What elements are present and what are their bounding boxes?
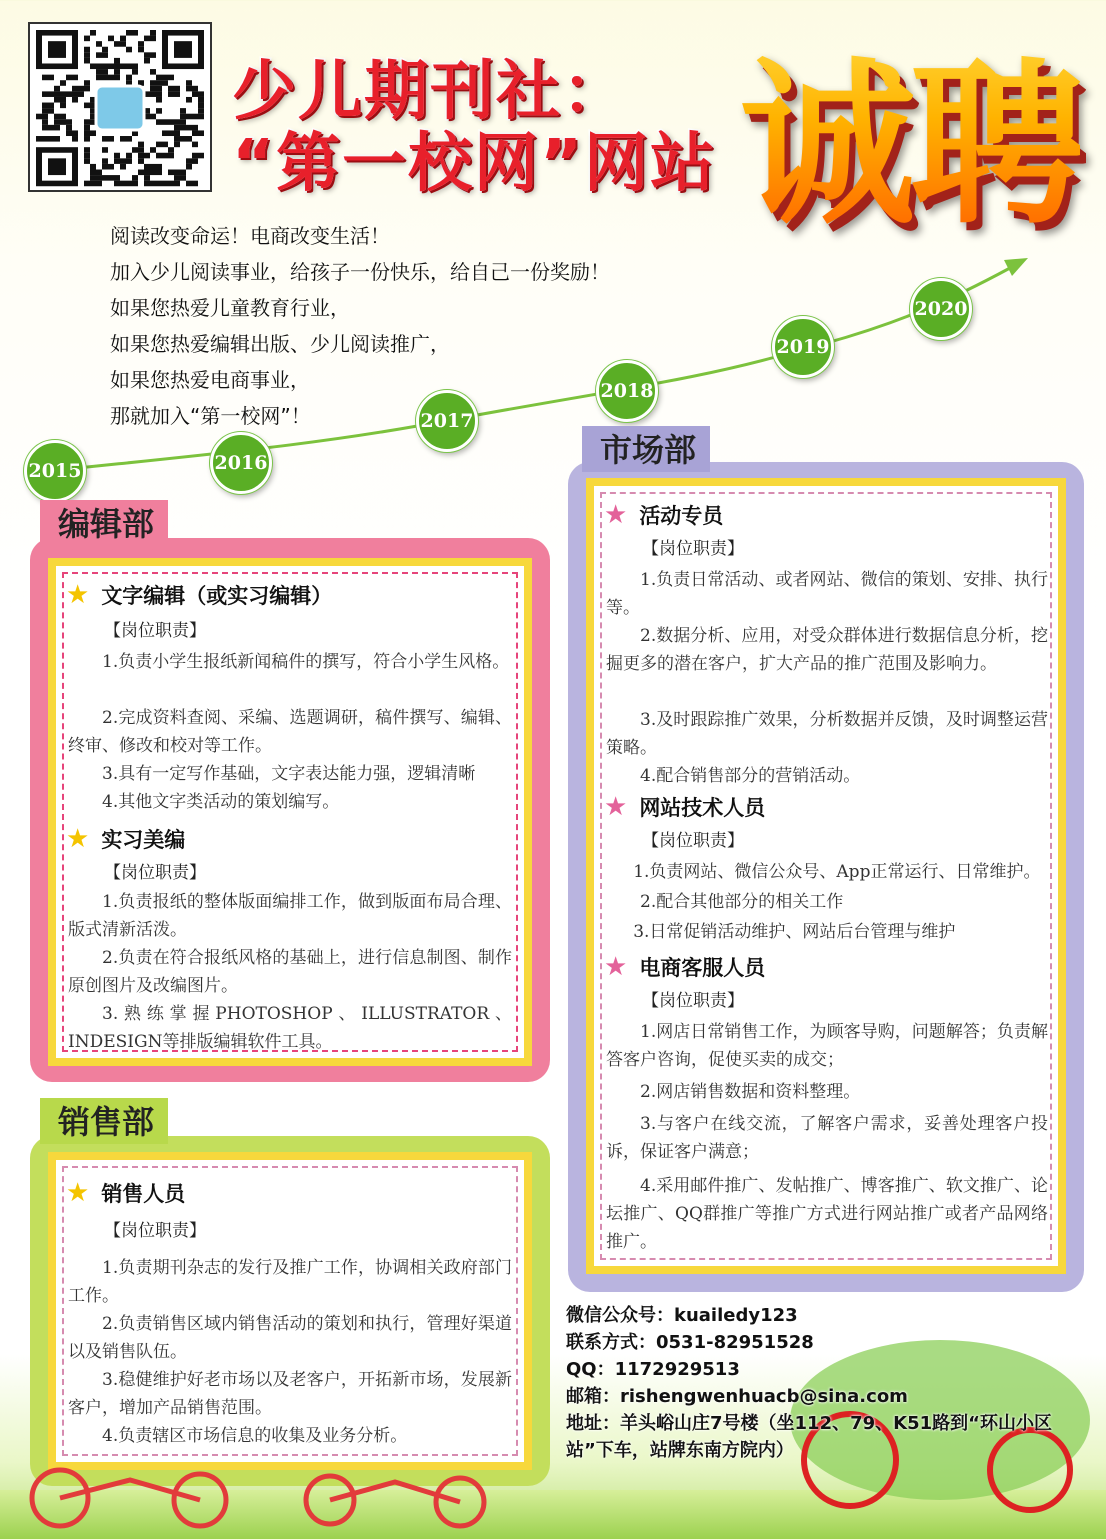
star-icon: ★ xyxy=(604,952,628,982)
duty-item: 4.负责辖区市场信息的收集及业务分析。 xyxy=(102,1426,408,1446)
job-title-text-editor: ★ 文字编辑（或实习编辑） xyxy=(66,580,333,610)
year-2016: 2016 xyxy=(210,432,272,494)
duty-item: 2.网店销售数据和资料整理。 xyxy=(640,1082,861,1102)
qq-number: QQ：1172929513 xyxy=(566,1359,740,1380)
job-title-event-specialist: ★ 活动专员 xyxy=(604,500,724,530)
duty-item: 4.其他文字类活动的策划编写。 xyxy=(102,792,340,812)
children-bicycle-illustration xyxy=(0,1440,560,1540)
job-title-web-tech: ★ 网站技术人员 xyxy=(604,792,766,822)
qr-code-image xyxy=(30,24,210,190)
qr-code xyxy=(28,22,212,192)
duty-item: 1.负责日常活动、或者网站、微信的策划、安排、执行等。 xyxy=(606,570,1048,618)
market-label: 市场部 xyxy=(582,426,710,472)
duty-item: 2.负责在符合报纸风格的基础上，进行信息制图、制作原创图片及改编图片。 xyxy=(68,948,512,996)
duty-item: 2.数据分析、应用，对受众群体进行数据信息分析，挖掘更多的潜在客户，扩大产品的推广范围及影响力。 xyxy=(606,626,1048,674)
duty-item: 3.日常促销活动维护、网站后台管理与维护 xyxy=(633,922,956,942)
duty-item: 3.具有一定写作基础，文字表达能力强，逻辑清晰 xyxy=(102,764,476,784)
arrow-head-icon xyxy=(1004,258,1028,276)
intro-line: 加入少儿阅读事业，给孩子一份快乐，给自己一份奖励！ xyxy=(110,260,610,284)
duty-label: 【岗位职责】 xyxy=(104,863,206,883)
job-title-salesperson: ★ 销售人员 xyxy=(66,1178,186,1208)
intro-line: 如果您热爱儿童教育行业， xyxy=(110,296,350,320)
title-line2: “第一校网”网站 xyxy=(232,127,717,201)
job-title-ecommerce-service: ★ 电商客服人员 xyxy=(604,952,766,982)
duty-label: 【岗位职责】 xyxy=(104,1221,206,1241)
duty-item: 1.负责小学生报纸新闻稿件的撰写，符合小学生风格。 xyxy=(102,652,510,672)
contact-info xyxy=(566,1302,1086,1464)
duty-item: 4.配合销售部分的营销活动。 xyxy=(640,766,861,786)
year-2015: 2015 xyxy=(24,440,86,502)
intro-line: 如果您热爱编辑出版、少儿阅读推广， xyxy=(110,332,450,356)
intro-line: 如果您热爱电商事业， xyxy=(110,368,310,392)
sales-label: 销售部 xyxy=(40,1098,168,1144)
big-title: 诚聘 xyxy=(740,4,1080,257)
year-2019: 2019 xyxy=(772,316,834,378)
email-address: 邮箱：rishengwenhuacb@sina.com xyxy=(566,1386,908,1407)
star-icon: ★ xyxy=(66,1178,90,1208)
duty-label: 【岗位职责】 xyxy=(642,539,744,559)
duty-item: 1.网店日常销售工作，为顾客导购，问题解答；负责解答客户咨询，促使买卖的成交； xyxy=(606,1022,1048,1070)
duty-item: 4.采用邮件推广、发帖推广、博客推广、软文推广、论坛推广、QQ群推广等推广方式进行网站推广或者产品网络推广。 xyxy=(606,1176,1048,1252)
editorial-panel xyxy=(48,558,532,1066)
duty-item: 1.负责期刊杂志的发行及推广工作，协调相关政府部门工作。 xyxy=(68,1258,512,1306)
duty-item: 2.配合其他部分的相关工作 xyxy=(640,892,844,912)
title-line1: 少儿期刊社： xyxy=(232,55,628,129)
wechat-account: 微信公众号：kuailedy123 xyxy=(566,1305,798,1326)
intro-line: 阅读改变命运！电商改变生活！ xyxy=(110,224,390,248)
duty-item: 2.负责销售区域内销售活动的策划和执行，管理好渠道以及销售队伍。 xyxy=(68,1314,512,1362)
duty-item: 1.负责网站、微信公众号、App正常运行、日常维护。 xyxy=(633,862,1041,882)
duty-item: 3.稳健维护好老市场以及老客户，开拓新市场，发展新客户，增加产品销售范围。 xyxy=(68,1370,512,1418)
duty-label: 【岗位职责】 xyxy=(642,991,744,1011)
duty-item: 2.完成资料查阅、采编、选题调研，稿件撰写、编辑、终审、修改和校对等工作。 xyxy=(68,708,512,756)
duty-item: 3.与客户在线交流，了解客户需求，妥善处理客户投诉，保证客户满意； xyxy=(606,1114,1048,1162)
star-icon: ★ xyxy=(66,824,90,854)
star-icon: ★ xyxy=(604,792,628,822)
duty-label: 【岗位职责】 xyxy=(642,831,744,851)
phone-number: 联系方式：0531-82951528 xyxy=(566,1332,814,1353)
duty-item: 3.及时跟踪推广效果，分析数据并反馈，及时调整运营策略。 xyxy=(606,710,1048,758)
address: 地址：羊头峪山庄7号楼（坐112、79、K51路到“环山小区站”下车，站牌东南方院内） xyxy=(566,1413,1052,1461)
job-title-art-intern: ★ 实习美编 xyxy=(66,824,186,854)
sales-panel xyxy=(48,1152,532,1470)
duty-item: 1.负责报纸的整体版面编排工作，做到版面布局合理、版式清新活泼。 xyxy=(68,892,512,940)
star-icon: ★ xyxy=(604,500,628,530)
intro-line: 那就加入“第一校网”！ xyxy=(110,404,311,428)
editorial-label: 编辑部 xyxy=(40,500,168,546)
year-2020: 2020 xyxy=(910,278,972,340)
year-2017: 2017 xyxy=(416,390,478,452)
year-2018: 2018 xyxy=(596,360,658,422)
star-icon: ★ xyxy=(66,580,90,610)
market-panel xyxy=(586,478,1066,1274)
duty-label: 【岗位职责】 xyxy=(104,621,206,641)
duty-item: 3.熟练掌握PHOTOSHOP、ILLUSTRATOR、INDESIGN等排版编辑软件工具。 xyxy=(68,1004,512,1052)
